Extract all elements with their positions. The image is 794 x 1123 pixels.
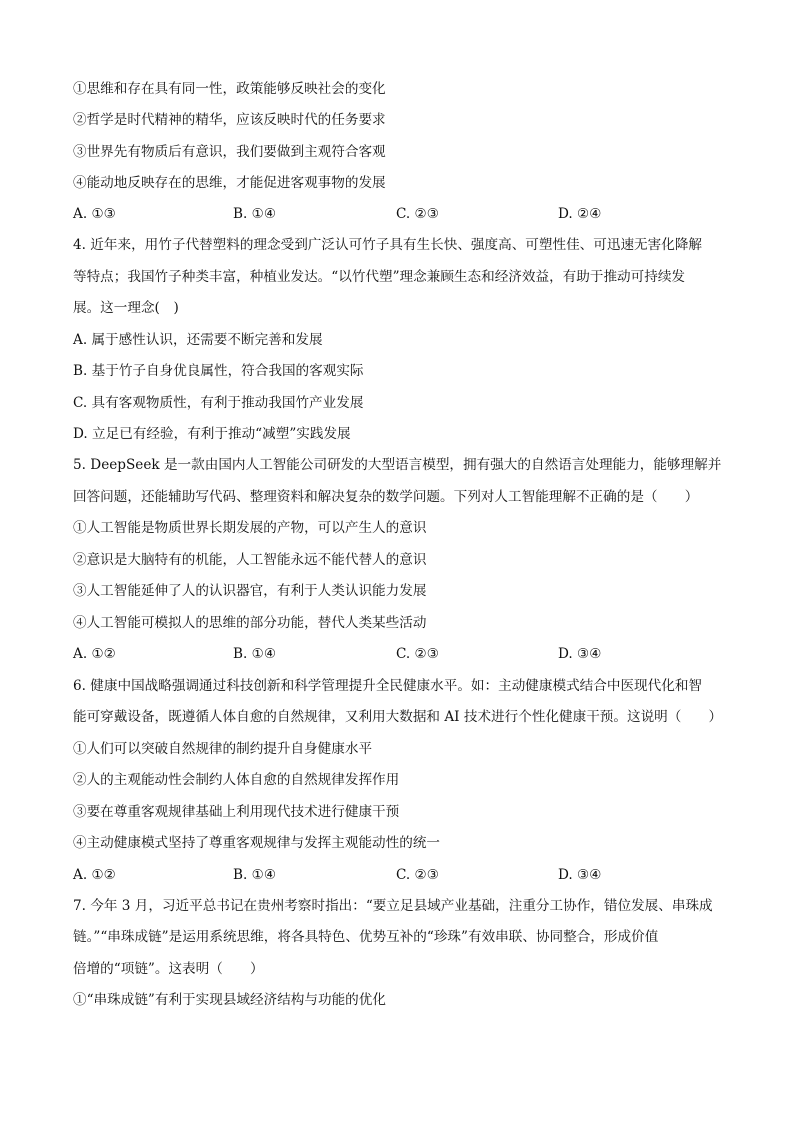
q5-option-b[interactable]: B. ①④ <box>233 646 277 662</box>
q3-item-1: ①思维和存在具有同一性，政策能够反映社会的变化 <box>73 81 386 97</box>
q5-item-2: ②意识是大脑特有的机能，人工智能永远不能代替人的意识 <box>73 552 427 568</box>
q3-option-c[interactable]: C. ②③ <box>396 206 439 222</box>
q5-item-1: ①人工智能是物质世界长期发展的产物，可以产生人的意识 <box>73 520 427 536</box>
q6-stem-line-2: 能可穿戴设备，既遵循人体自愈的自然规律，又利用大数据和 AI 技术进行个性化健康干预。这说明（ ） <box>73 709 723 725</box>
q3-option-d[interactable]: D. ②④ <box>558 206 602 222</box>
q5-option-c[interactable]: C. ②③ <box>396 646 439 662</box>
q3-option-b[interactable]: B. ①④ <box>233 206 277 222</box>
q4-option-d[interactable]: D. 立足已有经验，有利于推动“减塑”实践发展 <box>73 426 351 442</box>
q5-item-4: ④人工智能可模拟人的思维的部分功能，替代人类某些活动 <box>73 615 427 631</box>
q4-stem-line-1: 4. 近年来，用竹子代替塑料的理念受到广泛认可竹子具有生长快、强度高、可塑性佳、可迅速无害化降解 <box>73 237 703 253</box>
q6-option-a[interactable]: A. ①② <box>73 867 116 883</box>
q6-item-2: ②人的主观能动性会制约人体自愈的自然规律发挥作用 <box>73 772 400 788</box>
q5-stem-line-1: 5. DeepSeek 是一款由国内人工智能公司研发的大型语言模型，拥有强大的自然语言处理能力，能够理解并 <box>73 457 722 473</box>
q4-option-b[interactable]: B. 基于竹子自身优良属性，符合我国的客观实际 <box>73 363 364 379</box>
q7-stem-line-3: 倍增的“项链”。这表明（ ） <box>73 961 264 977</box>
q6-option-d[interactable]: D. ③④ <box>558 867 602 883</box>
q3-options <box>73 205 733 223</box>
q7-item-1: ①“串珠成链”有利于实现县域经济结构与功能的优化 <box>73 992 386 1008</box>
q5-options <box>73 645 733 663</box>
q4-stem-line-3: 展。这一理念( ) <box>73 300 179 316</box>
q7-stem-line-2: 链。”“串珠成链”是运用系统思维，将各具特色、优势互补的“珍珠”有效串联、协同整合，形成价值 <box>73 929 659 945</box>
q6-stem-line-1: 6. 健康中国战略强调通过科技创新和科学管理提升全民健康水平。如：主动健康模式结合中医现代化和智 <box>73 678 703 694</box>
q6-item-4: ④主动健康模式坚持了尊重客观规律与发挥主观能动性的统一 <box>73 835 441 851</box>
q4-option-a[interactable]: A. 属于感性认识，还需要不断完善和发展 <box>73 332 323 348</box>
q6-item-1: ①人们可以突破自然规律的制约提升自身健康水平 <box>73 741 373 757</box>
q5-item-3: ③人工智能延伸了人的认识器官，有利于人类认识能力发展 <box>73 583 427 599</box>
q3-item-2: ②哲学是时代精神的精华，应该反映时代的任务要求 <box>73 112 386 128</box>
q4-option-c[interactable]: C. 具有客观物质性，有利于推动我国竹产业发展 <box>73 395 364 411</box>
q6-item-3: ③要在尊重客观规律基础上利用现代技术进行健康干预 <box>73 804 400 820</box>
q5-option-d[interactable]: D. ③④ <box>558 646 602 662</box>
q4-stem-line-2: 等特点；我国竹子种类丰富，种植业发达。“以竹代塑”理念兼顾生态和经济效益，有助于推动可持续发 <box>73 269 686 285</box>
q3-item-4: ④能动地反映存在的思维，才能促进客观事物的发展 <box>73 175 386 191</box>
q6-option-b[interactable]: B. ①④ <box>233 867 277 883</box>
q3-option-a[interactable]: A. ①③ <box>73 206 116 222</box>
q5-stem-line-2: 回答问题，还能辅助写代码、整理资料和解决复杂的数学问题。下列对人工智能理解不正确的是（ ） <box>73 489 699 505</box>
q6-options <box>73 866 733 884</box>
q7-stem-line-1: 7. 今年 3 月，习近平总书记在贵州考察时指出：“要立足县域产业基础，注重分工协作，错位发展、串珠成 <box>73 898 713 914</box>
q3-item-3: ③世界先有物质后有意识，我们要做到主观符合客观 <box>73 144 386 160</box>
q5-option-a[interactable]: A. ①② <box>73 646 116 662</box>
q6-option-c[interactable]: C. ②③ <box>396 867 439 883</box>
